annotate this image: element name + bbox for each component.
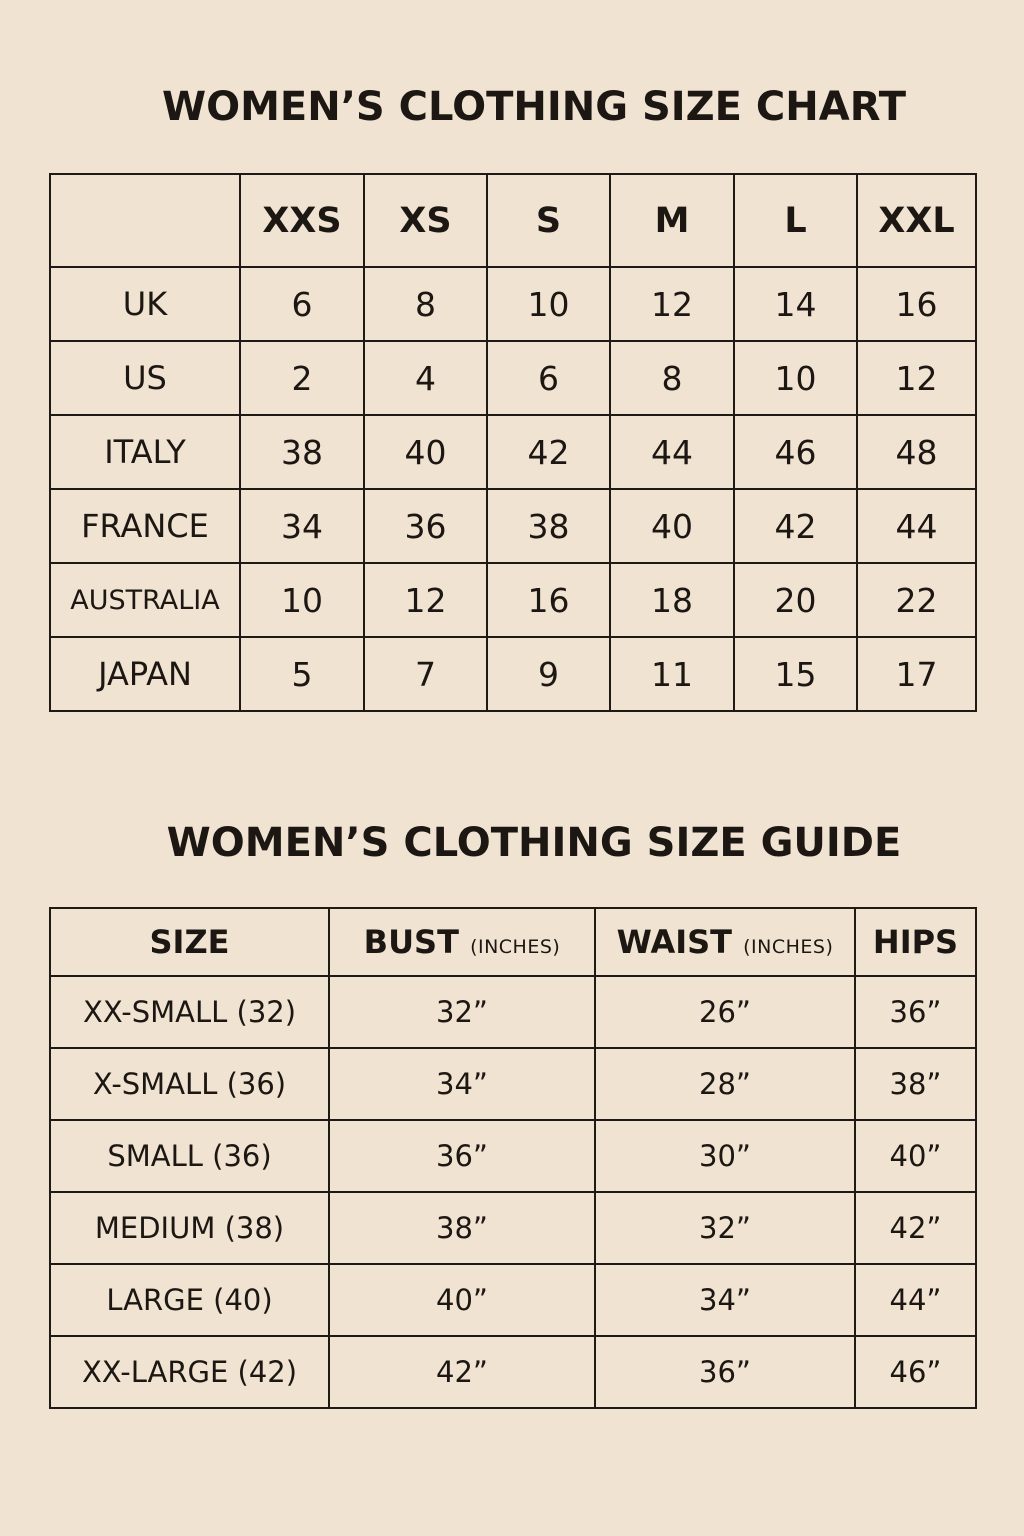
table-cell: 9	[487, 637, 610, 711]
table-cell: 42	[734, 489, 857, 563]
row-label-uk: UK	[50, 267, 240, 341]
header-cell-xxl: XXL	[857, 174, 976, 267]
waist-cell: 30”	[595, 1120, 855, 1192]
table-cell: 18	[610, 563, 734, 637]
table-cell: 10	[734, 341, 857, 415]
size-cell: X-SMALL (36)	[50, 1048, 329, 1120]
header-cell-xs: XS	[364, 174, 487, 267]
table-cell: 36	[364, 489, 487, 563]
table-cell: 10	[240, 563, 364, 637]
table-row	[50, 341, 976, 415]
waist-cell: 28”	[595, 1048, 855, 1120]
size-cell: XX-LARGE (42)	[50, 1336, 329, 1408]
table-cell: 8	[364, 267, 487, 341]
bust-cell: 38”	[329, 1192, 595, 1264]
table-cell: 22	[857, 563, 976, 637]
header-cell-m: M	[610, 174, 734, 267]
row-label-australia: AUSTRALIA	[50, 563, 240, 637]
hips-cell: 40”	[855, 1120, 976, 1192]
header-size-label: SIZE	[149, 923, 230, 961]
header-cell-bust	[329, 908, 595, 976]
table-cell: 44	[857, 489, 976, 563]
size-guide-header-row	[50, 908, 976, 976]
table-cell: 20	[734, 563, 857, 637]
waist-cell: 26”	[595, 976, 855, 1048]
table-cell: 16	[857, 267, 976, 341]
table-cell: 5	[240, 637, 364, 711]
header-cell-size	[50, 908, 329, 976]
size-cell: LARGE (40)	[50, 1264, 329, 1336]
size-cell: SMALL (36)	[50, 1120, 329, 1192]
waist-cell: 36”	[595, 1336, 855, 1408]
header-bust-unit: (INCHES)	[470, 936, 561, 958]
table-row	[50, 1192, 976, 1264]
table-cell: 12	[364, 563, 487, 637]
header-cell-waist	[595, 908, 855, 976]
size-chart-title: WOMEN’S CLOTHING SIZE CHART	[162, 84, 906, 130]
bust-cell: 32”	[329, 976, 595, 1048]
size-chart-table	[49, 173, 977, 712]
header-waist-unit: (INCHES)	[743, 936, 834, 958]
header-hips-label: HIPS	[872, 923, 959, 961]
table-cell: 38	[240, 415, 364, 489]
table-row	[50, 1264, 976, 1336]
table-cell: 40	[610, 489, 734, 563]
table-cell: 17	[857, 637, 976, 711]
table-cell: 2	[240, 341, 364, 415]
size-cell: MEDIUM (38)	[50, 1192, 329, 1264]
table-row	[50, 267, 976, 341]
size-guide-title: WOMEN’S CLOTHING SIZE GUIDE	[166, 820, 902, 866]
hips-cell: 42”	[855, 1192, 976, 1264]
table-cell: 16	[487, 563, 610, 637]
header-cell-hips	[855, 908, 976, 976]
table-cell: 15	[734, 637, 857, 711]
table-cell: 48	[857, 415, 976, 489]
table-cell: 34	[240, 489, 364, 563]
header-waist-label: WAIST	[616, 923, 732, 961]
table-cell: 12	[857, 341, 976, 415]
size-guide-table	[49, 907, 977, 1409]
waist-cell: 32”	[595, 1192, 855, 1264]
table-cell: 38	[487, 489, 610, 563]
table-cell: 40	[364, 415, 487, 489]
header-cell-xxs: XXS	[240, 174, 364, 267]
hips-cell: 38”	[855, 1048, 976, 1120]
table-cell: 6	[487, 341, 610, 415]
size-chart-header-row	[50, 174, 976, 267]
header-cell-s: S	[487, 174, 610, 267]
row-label-france: FRANCE	[50, 489, 240, 563]
bust-cell: 34”	[329, 1048, 595, 1120]
table-cell: 44	[610, 415, 734, 489]
table-cell: 7	[364, 637, 487, 711]
table-row	[50, 637, 976, 711]
header-bust-label: BUST	[363, 923, 459, 961]
table-cell: 42	[487, 415, 610, 489]
bust-cell: 36”	[329, 1120, 595, 1192]
hips-cell: 44”	[855, 1264, 976, 1336]
table-cell: 46	[734, 415, 857, 489]
waist-cell: 34”	[595, 1264, 855, 1336]
header-corner-cell	[50, 174, 240, 267]
table-cell: 10	[487, 267, 610, 341]
table-row	[50, 1336, 976, 1408]
table-cell: 6	[240, 267, 364, 341]
table-cell: 8	[610, 341, 734, 415]
hips-cell: 36”	[855, 976, 976, 1048]
row-label-italy: ITALY	[50, 415, 240, 489]
row-label-us: US	[50, 341, 240, 415]
table-row	[50, 1048, 976, 1120]
table-row	[50, 563, 976, 637]
table-row	[50, 415, 976, 489]
size-cell: XX-SMALL (32)	[50, 976, 329, 1048]
table-cell: 11	[610, 637, 734, 711]
bust-cell: 42”	[329, 1336, 595, 1408]
table-cell: 4	[364, 341, 487, 415]
bust-cell: 40”	[329, 1264, 595, 1336]
table-row	[50, 976, 976, 1048]
table-row	[50, 1120, 976, 1192]
table-row	[50, 489, 976, 563]
table-cell: 12	[610, 267, 734, 341]
row-label-japan: JAPAN	[50, 637, 240, 711]
header-cell-l: L	[734, 174, 857, 267]
hips-cell: 46”	[855, 1336, 976, 1408]
table-cell: 14	[734, 267, 857, 341]
